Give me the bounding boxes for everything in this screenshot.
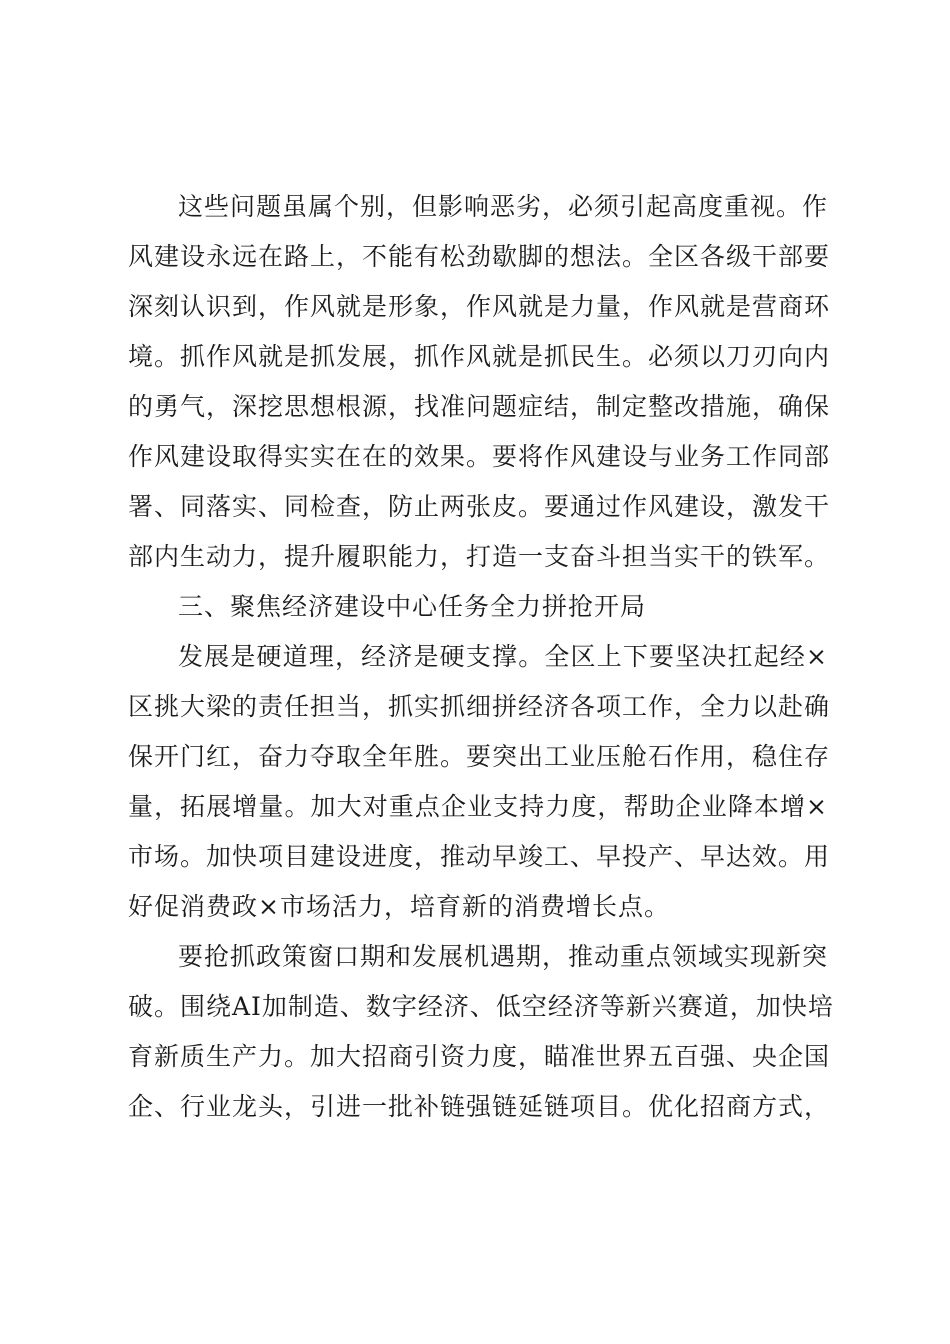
paragraph-2-line-4: 量，拓展增量。加大对重点企业支持力度，帮助企业降本增× <box>128 792 828 821</box>
paragraph-2-line-2: 区挑大梁的责任担当，抓实抓细拼经济各项工作，全力以赴确 <box>128 692 831 721</box>
paragraph-1-line-4: 境。抓作风就是抓发展，抓作风就是抓民生。必须以刀刃向内 <box>128 342 831 371</box>
paragraph-3-line-3: 育新质生产力。加大招商引资力度，瞄准世界五百强、央企国 <box>128 1042 831 1071</box>
paragraph-2-line-3: 保开门红，奋力夺取全年胜。要突出工业压舱石作用，稳住存 <box>128 742 831 771</box>
paragraph-2-line-5: 市场。加快项目建设进度，推动早竣工、早投产、早达效。用 <box>128 842 831 871</box>
paragraph-1-line-5: 的勇气，深挖思想根源，找准问题症结，制定整改措施，确保 <box>128 392 831 421</box>
paragraph-1-line-2: 风建设永远在路上，不能有松劲歇脚的想法。全区各级干部要 <box>128 242 831 271</box>
paragraph-3-line-4: 企、行业龙头，引进一批补链强链延链项目。优化招商方式， <box>128 1092 831 1121</box>
paragraph-1-line-3: 深刻认识到，作风就是形象，作风就是力量，作风就是营商环 <box>128 292 831 321</box>
paragraph-1-line-6: 作风建设取得实实在在的效果。要将作风建设与业务工作同部 <box>128 442 831 471</box>
paragraph-1-line-7: 署、同落实、同检查，防止两张皮。要通过作风建设，激发干 <box>128 492 831 521</box>
paragraph-1-line-8: 部内生动力，提升履职能力，打造一支奋斗担当实干的铁军。 <box>128 542 831 571</box>
paragraph-2-line-6: 好促消费政×市场活力，培育新的消费增长点。 <box>128 892 670 921</box>
paragraph-3-line-2: 破。围绕AI加制造、数字经济、低空经济等新兴赛道，加快培 <box>128 992 834 1021</box>
paragraph-1-line-1: 这些问题虽属个别，但影响恶劣，必须引起高度重视。作 <box>178 192 829 221</box>
paragraph-2-line-1: 发展是硬道理，经济是硬支撑。全区上下要坚决扛起经× <box>178 642 828 671</box>
paragraph-3-line-1: 要抢抓政策窗口期和发展机遇期，推动重点领域实现新突 <box>178 942 829 971</box>
section-heading: 三、聚焦经济建设中心任务全力拼抢开局 <box>178 592 647 621</box>
